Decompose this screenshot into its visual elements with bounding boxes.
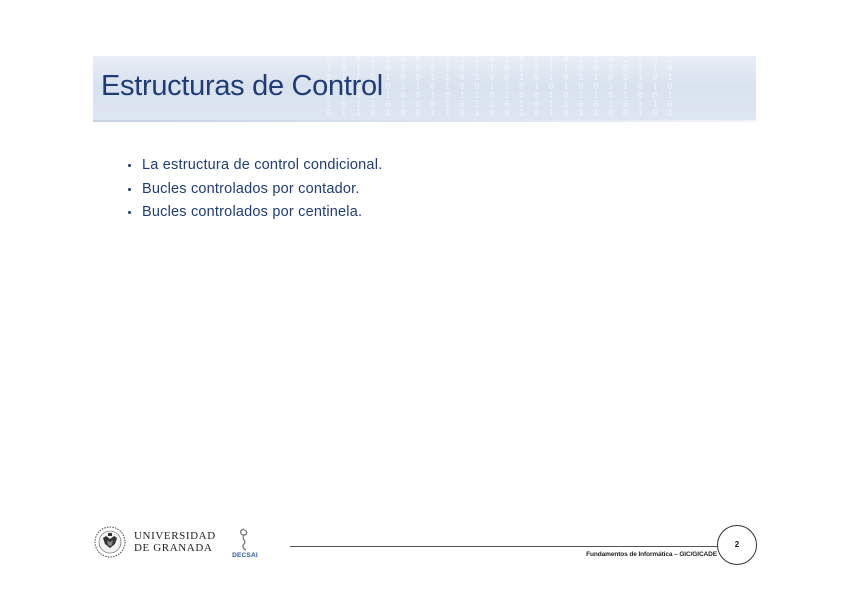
title-underline [93,120,756,122]
university-name-line1: UNIVERSIDAD [134,530,216,542]
university-name-line2: DE GRANADA [134,541,213,554]
binary-pattern-decoration: 0 1 0 1 1 0 0 1 0 1 1 0 1 0 0 1 0 1 1 0 1 0 0 1 1 0 1 1 0 1 0 0 1 0 1 1 0 1 0 1 1 0 0 1 0 1 1 0 0 1 1 0 1 0 0 1 1 0 1 0 0 1 0 1 0 1 1 0 0 1 0 1 1 0 0 1 0 1 1 0 1 0 0 1 1 0 1 0 1 0 0 1 1 0 1 0 0 1 0 1 1 0 0 1 0 1 1 0 1 0 0 1 0 1 1 0 1 0 0 1 1 0 1 1 0 1 0 0 1 0 1 1 0 1 0 1 1 0 0 1 0 1 1 0 0 1 1 0 1 0 0 1 1 0 1 0 0 1 0 1 0 1 1 0 0 1 0 1 [326,56,675,119]
page-number: 2 [734,540,740,549]
slide-title: Estructuras de Control [101,70,383,102]
page-number-badge [717,525,757,565]
bullet-list [128,154,382,225]
bullet-icon [128,211,131,214]
decsai-swirl-icon [229,526,261,552]
title-banner [93,56,756,122]
bullet-text: Bucles controlados por contador. [142,180,360,197]
bullet-text: Bucles controlados por centinela. [142,204,363,220]
bullet-icon [128,188,131,191]
bullet-item [128,201,382,225]
course-name: Fundamentos de Informática – GIC/GICADE [586,551,717,558]
university-crest-icon [94,526,126,558]
university-name [134,531,216,554]
department-logo [229,526,261,562]
footer-divider [290,546,720,547]
bullet-text: La estructura de control condicional. [142,157,383,173]
bullet-item [128,154,382,178]
university-logo [94,526,214,558]
bullet-icon [128,164,131,167]
department-name: DECSAI [232,552,258,559]
bullet-item [128,178,382,202]
